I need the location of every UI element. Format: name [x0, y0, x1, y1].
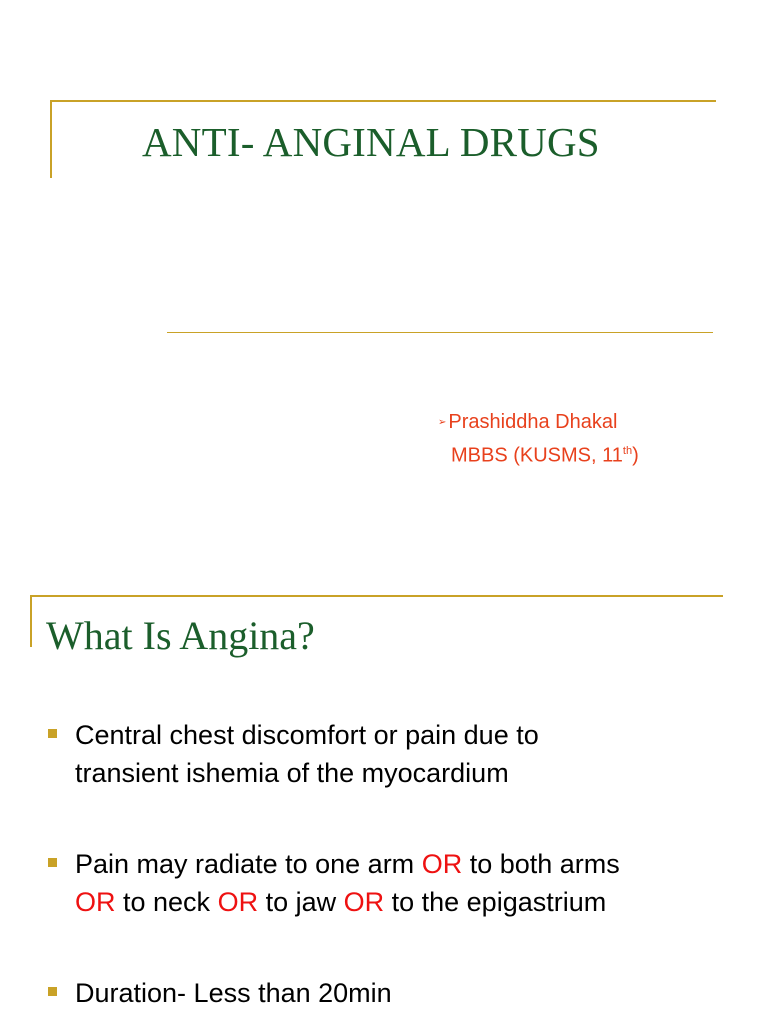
author-name-line — [438, 408, 639, 437]
subtitle-divider-line — [167, 332, 713, 333]
author-degree-superscript: th — [622, 445, 633, 457]
bullet-text: to the epigastrium — [384, 887, 607, 917]
bullet-text: to neck — [115, 887, 218, 917]
author-degree: MBBS (KUSMS, 11 — [451, 444, 623, 467]
square-bullet-icon — [48, 987, 57, 996]
slide-title: ANTI- ANGINAL DRUGS — [142, 119, 600, 165]
emphasis-or: OR — [75, 887, 116, 917]
bullet-text-line: transient ishemia of the myocardium — [75, 758, 509, 788]
title-frame-top-line — [50, 100, 716, 102]
author-degree-end: ) — [632, 444, 639, 467]
square-bullet-icon — [48, 858, 57, 867]
arrow-bullet-icon: ➢ — [438, 417, 447, 428]
title-frame-left-line — [30, 595, 32, 647]
list-item — [46, 974, 755, 1012]
slide-title: What Is Angina? — [46, 613, 315, 658]
emphasis-or: OR — [217, 887, 259, 917]
author-block — [438, 408, 639, 471]
bullet-list — [46, 716, 755, 1024]
bullet-text-line: Duration- Less than 20min — [75, 978, 392, 1008]
emphasis-or: OR — [421, 849, 463, 879]
bullet-text-line: Central chest discomfort or pain due to — [75, 720, 539, 750]
list-item — [46, 845, 755, 921]
bullet-text: Pain may radiate to one arm — [75, 849, 422, 879]
title-frame-left-line — [50, 100, 52, 178]
title-frame-top-line — [30, 595, 723, 597]
author-name: Prashiddha Dhakal — [448, 411, 618, 433]
list-item — [46, 716, 755, 792]
content-slide — [0, 590, 768, 1024]
bullet-text: to jaw — [258, 887, 344, 917]
emphasis-or: OR — [343, 887, 385, 917]
bullet-text: to both arms — [462, 849, 620, 879]
author-degree-line — [438, 437, 639, 471]
square-bullet-icon — [48, 729, 57, 738]
